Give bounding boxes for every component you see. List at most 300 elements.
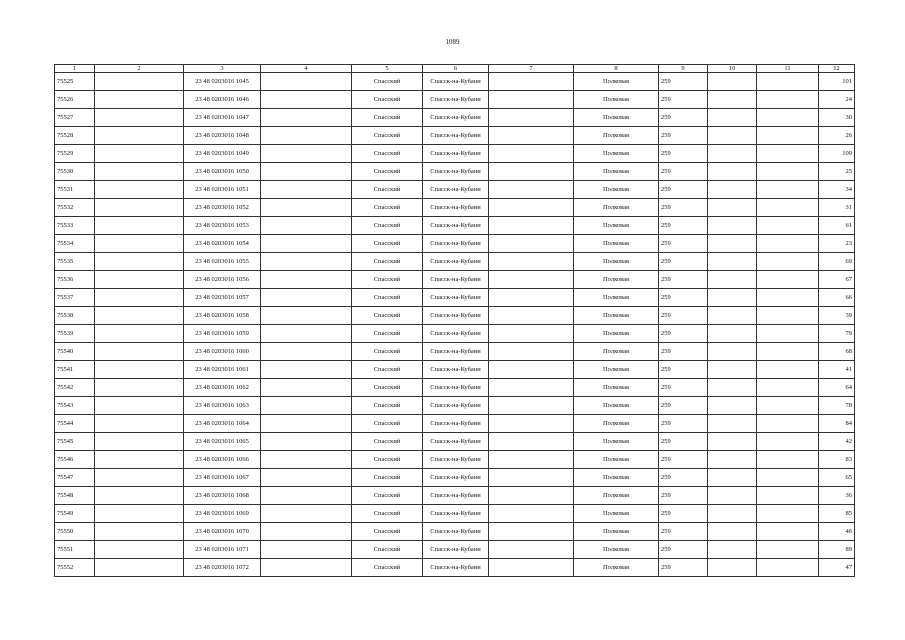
- cell-empty: [489, 163, 574, 181]
- cell-empty: [489, 469, 574, 487]
- cell-district: Спасский: [352, 235, 423, 253]
- cell-street: Полковая: [574, 163, 659, 181]
- cell-empty: [95, 433, 184, 451]
- cell-settlement: Спасск-на-Кубани: [423, 361, 489, 379]
- cell-settlement: Спасск-на-Кубани: [423, 145, 489, 163]
- cell-empty: [757, 361, 819, 379]
- cell-empty: [708, 361, 757, 379]
- cell-district: Спасский: [352, 559, 423, 577]
- cell-empty: [489, 541, 574, 559]
- cell-district: Спасский: [352, 433, 423, 451]
- column-header: 7: [489, 65, 574, 73]
- cell-area: 30: [819, 109, 855, 127]
- cell-empty: [757, 541, 819, 559]
- cell-empty: [489, 397, 574, 415]
- cell-cadastral-number: 23 48 0203016 1071: [184, 541, 261, 559]
- cell-area: 89: [819, 541, 855, 559]
- cell-house-number: 259: [659, 451, 708, 469]
- cell-house-number: 259: [659, 109, 708, 127]
- cell-area: 109: [819, 145, 855, 163]
- cell-street: Полковая: [574, 73, 659, 91]
- cell-empty: [757, 127, 819, 145]
- cell-cadastral-number: 23 48 0203016 1050: [184, 163, 261, 181]
- cell-empty: [489, 361, 574, 379]
- cell-settlement: Спасск-на-Кубани: [423, 505, 489, 523]
- cell-settlement: Спасск-на-Кубани: [423, 307, 489, 325]
- cell-empty: [708, 505, 757, 523]
- cell-district: Спасский: [352, 469, 423, 487]
- cell-empty: [757, 559, 819, 577]
- cell-empty: [757, 289, 819, 307]
- cell-record-number: 75539: [55, 325, 95, 343]
- cell-settlement: Спасск-на-Кубани: [423, 109, 489, 127]
- cell-settlement: Спасск-на-Кубани: [423, 433, 489, 451]
- cell-area: 23: [819, 235, 855, 253]
- cell-house-number: 259: [659, 487, 708, 505]
- cell-empty: [489, 559, 574, 577]
- cell-settlement: Спасск-на-Кубани: [423, 523, 489, 541]
- cell-area: 61: [819, 217, 855, 235]
- cell-area: 42: [819, 433, 855, 451]
- table-row: [55, 343, 855, 361]
- cell-street: Полковая: [574, 415, 659, 433]
- cell-district: Спасский: [352, 289, 423, 307]
- cell-settlement: Спасск-на-Кубани: [423, 91, 489, 109]
- cell-street: Полковая: [574, 109, 659, 127]
- cell-empty: [708, 217, 757, 235]
- cell-empty: [261, 397, 352, 415]
- cell-empty: [261, 181, 352, 199]
- cell-record-number: 75552: [55, 559, 95, 577]
- cell-cadastral-number: 23 48 0203016 1060: [184, 343, 261, 361]
- cell-house-number: 259: [659, 343, 708, 361]
- cell-empty: [95, 127, 184, 145]
- cell-record-number: 75542: [55, 379, 95, 397]
- cell-empty: [261, 163, 352, 181]
- cell-empty: [95, 199, 184, 217]
- table-row: [55, 145, 855, 163]
- table-row: [55, 397, 855, 415]
- cell-empty: [261, 253, 352, 271]
- table-row: [55, 541, 855, 559]
- cell-record-number: 75535: [55, 253, 95, 271]
- cell-district: Спасский: [352, 397, 423, 415]
- cell-empty: [489, 451, 574, 469]
- table-row: [55, 307, 855, 325]
- cell-empty: [261, 559, 352, 577]
- cell-record-number: 75536: [55, 271, 95, 289]
- cell-house-number: 259: [659, 271, 708, 289]
- cell-district: Спасский: [352, 271, 423, 289]
- cell-cadastral-number: 23 48 0203016 1054: [184, 235, 261, 253]
- cell-district: Спасский: [352, 199, 423, 217]
- cell-district: Спасский: [352, 415, 423, 433]
- cell-empty: [261, 379, 352, 397]
- cell-empty: [489, 253, 574, 271]
- cell-record-number: 75545: [55, 433, 95, 451]
- cell-empty: [757, 181, 819, 199]
- cell-empty: [757, 397, 819, 415]
- table-row: [55, 271, 855, 289]
- cell-record-number: 75547: [55, 469, 95, 487]
- cell-area: 79: [819, 325, 855, 343]
- cell-district: Спасский: [352, 325, 423, 343]
- cell-house-number: 259: [659, 181, 708, 199]
- cell-settlement: Спасск-на-Кубани: [423, 559, 489, 577]
- cell-empty: [95, 415, 184, 433]
- cell-empty: [757, 505, 819, 523]
- cell-empty: [95, 271, 184, 289]
- cell-empty: [757, 433, 819, 451]
- cell-cadastral-number: 23 48 0203016 1072: [184, 559, 261, 577]
- cell-empty: [489, 379, 574, 397]
- cell-empty: [708, 415, 757, 433]
- cell-empty: [261, 433, 352, 451]
- cell-empty: [95, 289, 184, 307]
- table-row: [55, 127, 855, 145]
- cell-street: Полковая: [574, 235, 659, 253]
- cell-street: Полковая: [574, 253, 659, 271]
- cell-house-number: 259: [659, 235, 708, 253]
- cell-cadastral-number: 23 48 0203016 1055: [184, 253, 261, 271]
- cell-house-number: 259: [659, 433, 708, 451]
- cell-empty: [95, 181, 184, 199]
- cell-empty: [95, 523, 184, 541]
- cell-area: 67: [819, 271, 855, 289]
- cell-cadastral-number: 23 48 0203016 1058: [184, 307, 261, 325]
- cell-district: Спасский: [352, 523, 423, 541]
- cell-empty: [95, 325, 184, 343]
- cell-record-number: 75527: [55, 109, 95, 127]
- cell-empty: [489, 217, 574, 235]
- cell-empty: [708, 163, 757, 181]
- cell-district: Спасский: [352, 505, 423, 523]
- cell-area: 46: [819, 523, 855, 541]
- cell-settlement: Спасск-на-Кубани: [423, 199, 489, 217]
- cell-record-number: 75531: [55, 181, 95, 199]
- cell-record-number: 75533: [55, 217, 95, 235]
- table-row: [55, 559, 855, 577]
- cell-empty: [489, 325, 574, 343]
- cell-cadastral-number: 23 48 0203016 1064: [184, 415, 261, 433]
- cell-district: Спасский: [352, 253, 423, 271]
- cell-empty: [757, 379, 819, 397]
- cell-empty: [757, 487, 819, 505]
- cell-empty: [95, 541, 184, 559]
- cell-empty: [489, 307, 574, 325]
- cell-street: Полковая: [574, 487, 659, 505]
- cell-street: Полковая: [574, 91, 659, 109]
- cell-record-number: 75538: [55, 307, 95, 325]
- cell-empty: [757, 253, 819, 271]
- cell-house-number: 259: [659, 415, 708, 433]
- cell-record-number: 75543: [55, 397, 95, 415]
- table-row: [55, 253, 855, 271]
- cell-area: 84: [819, 415, 855, 433]
- cell-empty: [708, 325, 757, 343]
- cell-area: 66: [819, 289, 855, 307]
- cell-record-number: 75544: [55, 415, 95, 433]
- cell-cadastral-number: 23 48 0203016 1069: [184, 505, 261, 523]
- cell-empty: [95, 109, 184, 127]
- cell-empty: [708, 469, 757, 487]
- cell-house-number: 259: [659, 145, 708, 163]
- cell-area: 65: [819, 469, 855, 487]
- cell-empty: [489, 199, 574, 217]
- cell-street: Полковая: [574, 433, 659, 451]
- cell-street: Полковая: [574, 361, 659, 379]
- cell-street: Полковая: [574, 505, 659, 523]
- cell-house-number: 259: [659, 217, 708, 235]
- cell-area: 83: [819, 451, 855, 469]
- cell-area: 36: [819, 487, 855, 505]
- cell-empty: [261, 505, 352, 523]
- table-row: [55, 73, 855, 91]
- cell-empty: [95, 145, 184, 163]
- cell-street: Полковая: [574, 271, 659, 289]
- cell-empty: [708, 379, 757, 397]
- cell-street: Полковая: [574, 379, 659, 397]
- cell-empty: [757, 163, 819, 181]
- cell-cadastral-number: 23 48 0203016 1068: [184, 487, 261, 505]
- cell-empty: [708, 199, 757, 217]
- table-row: [55, 469, 855, 487]
- table-row: [55, 505, 855, 523]
- cell-street: Полковая: [574, 181, 659, 199]
- cell-house-number: 259: [659, 163, 708, 181]
- cell-house-number: 259: [659, 541, 708, 559]
- cell-empty: [95, 361, 184, 379]
- cell-empty: [95, 505, 184, 523]
- cell-area: 31: [819, 199, 855, 217]
- cell-house-number: 259: [659, 559, 708, 577]
- header-row: [55, 65, 855, 73]
- cell-empty: [95, 307, 184, 325]
- cell-street: Полковая: [574, 145, 659, 163]
- cell-cadastral-number: 23 48 0203016 1066: [184, 451, 261, 469]
- cell-record-number: 75534: [55, 235, 95, 253]
- table-row: [55, 523, 855, 541]
- cell-empty: [757, 199, 819, 217]
- cell-district: Спасский: [352, 163, 423, 181]
- cell-district: Спасский: [352, 451, 423, 469]
- cell-settlement: Спасск-на-Кубани: [423, 289, 489, 307]
- cell-settlement: Спасск-на-Кубани: [423, 397, 489, 415]
- cell-cadastral-number: 23 48 0203016 1053: [184, 217, 261, 235]
- cell-street: Полковая: [574, 127, 659, 145]
- cell-area: 25: [819, 163, 855, 181]
- cell-empty: [261, 199, 352, 217]
- cell-empty: [489, 109, 574, 127]
- cell-district: Спасский: [352, 343, 423, 361]
- cell-empty: [261, 145, 352, 163]
- cell-cadastral-number: 23 48 0203016 1049: [184, 145, 261, 163]
- cell-empty: [95, 91, 184, 109]
- cell-settlement: Спасск-на-Кубани: [423, 469, 489, 487]
- cell-area: 41: [819, 361, 855, 379]
- cell-cadastral-number: 23 48 0203016 1057: [184, 289, 261, 307]
- table-row: [55, 379, 855, 397]
- cell-empty: [261, 361, 352, 379]
- cell-empty: [757, 73, 819, 91]
- table-row: [55, 109, 855, 127]
- cell-house-number: 259: [659, 199, 708, 217]
- cell-record-number: 75541: [55, 361, 95, 379]
- table-row: [55, 289, 855, 307]
- cell-empty: [757, 469, 819, 487]
- cell-house-number: 259: [659, 91, 708, 109]
- cell-street: Полковая: [574, 397, 659, 415]
- cell-settlement: Спасск-на-Кубани: [423, 343, 489, 361]
- cell-record-number: 75529: [55, 145, 95, 163]
- cell-empty: [757, 343, 819, 361]
- cell-empty: [95, 73, 184, 91]
- cell-empty: [757, 415, 819, 433]
- cell-empty: [95, 235, 184, 253]
- table-row: [55, 235, 855, 253]
- cell-district: Спасский: [352, 541, 423, 559]
- cell-settlement: Спасск-на-Кубани: [423, 253, 489, 271]
- table-row: [55, 91, 855, 109]
- cell-record-number: 75550: [55, 523, 95, 541]
- cell-street: Полковая: [574, 217, 659, 235]
- cell-empty: [261, 415, 352, 433]
- cell-empty: [708, 235, 757, 253]
- table-body: [55, 73, 855, 577]
- cell-empty: [95, 469, 184, 487]
- cell-empty: [708, 253, 757, 271]
- column-header: 10: [708, 65, 757, 73]
- table-row: [55, 433, 855, 451]
- cell-district: Спасский: [352, 145, 423, 163]
- cell-empty: [95, 217, 184, 235]
- cell-settlement: Спасск-на-Кубани: [423, 541, 489, 559]
- cell-cadastral-number: 23 48 0203016 1048: [184, 127, 261, 145]
- cell-empty: [261, 217, 352, 235]
- cell-empty: [708, 145, 757, 163]
- cell-settlement: Спасск-на-Кубани: [423, 415, 489, 433]
- cell-record-number: 75528: [55, 127, 95, 145]
- cell-cadastral-number: 23 48 0203016 1065: [184, 433, 261, 451]
- cell-settlement: Спасск-на-Кубани: [423, 235, 489, 253]
- cell-area: 24: [819, 91, 855, 109]
- cell-empty: [708, 109, 757, 127]
- cell-area: 68: [819, 343, 855, 361]
- cell-empty: [708, 73, 757, 91]
- cell-street: Полковая: [574, 199, 659, 217]
- cell-record-number: 75551: [55, 541, 95, 559]
- cell-area: 34: [819, 181, 855, 199]
- cell-area: 69: [819, 253, 855, 271]
- cell-house-number: 259: [659, 73, 708, 91]
- cell-empty: [708, 91, 757, 109]
- cell-area: 26: [819, 127, 855, 145]
- cell-empty: [708, 397, 757, 415]
- cell-district: Спасский: [352, 307, 423, 325]
- cell-house-number: 259: [659, 523, 708, 541]
- table-row: [55, 199, 855, 217]
- table-row: [55, 325, 855, 343]
- cell-empty: [708, 541, 757, 559]
- cell-empty: [708, 271, 757, 289]
- column-header: 1: [55, 65, 95, 73]
- cell-house-number: 259: [659, 307, 708, 325]
- cell-settlement: Спасск-на-Кубани: [423, 379, 489, 397]
- cell-cadastral-number: 23 48 0203016 1059: [184, 325, 261, 343]
- cell-empty: [708, 487, 757, 505]
- cell-empty: [489, 505, 574, 523]
- cell-settlement: Спасск-на-Кубани: [423, 451, 489, 469]
- cell-empty: [489, 73, 574, 91]
- cell-empty: [757, 145, 819, 163]
- cell-street: Полковая: [574, 469, 659, 487]
- cell-record-number: 75546: [55, 451, 95, 469]
- cell-district: Спасский: [352, 181, 423, 199]
- cell-street: Полковая: [574, 325, 659, 343]
- cell-settlement: Спасск-на-Кубани: [423, 73, 489, 91]
- cell-empty: [708, 307, 757, 325]
- cell-empty: [95, 379, 184, 397]
- cell-house-number: 259: [659, 397, 708, 415]
- cell-empty: [757, 307, 819, 325]
- cell-house-number: 259: [659, 379, 708, 397]
- cell-empty: [757, 451, 819, 469]
- cell-empty: [261, 289, 352, 307]
- cell-area: 78: [819, 397, 855, 415]
- cell-empty: [489, 91, 574, 109]
- cell-cadastral-number: 23 48 0203016 1061: [184, 361, 261, 379]
- cell-settlement: Спасск-на-Кубани: [423, 163, 489, 181]
- cell-record-number: 75532: [55, 199, 95, 217]
- cell-settlement: Спасск-на-Кубани: [423, 181, 489, 199]
- column-header: 5: [352, 65, 423, 73]
- cell-area: 39: [819, 307, 855, 325]
- cell-empty: [95, 163, 184, 181]
- cell-house-number: 259: [659, 289, 708, 307]
- cell-cadastral-number: 23 48 0203016 1046: [184, 91, 261, 109]
- cell-district: Спасский: [352, 379, 423, 397]
- table-row: [55, 415, 855, 433]
- cell-empty: [261, 91, 352, 109]
- cell-empty: [261, 343, 352, 361]
- cell-settlement: Спасск-на-Кубани: [423, 271, 489, 289]
- table-row: [55, 487, 855, 505]
- cell-cadastral-number: 23 48 0203016 1070: [184, 523, 261, 541]
- cell-record-number: 75549: [55, 505, 95, 523]
- cell-empty: [757, 523, 819, 541]
- column-header: 2: [95, 65, 184, 73]
- cell-empty: [95, 487, 184, 505]
- cell-cadastral-number: 23 48 0203016 1051: [184, 181, 261, 199]
- cell-empty: [757, 109, 819, 127]
- cell-empty: [261, 469, 352, 487]
- table-row: [55, 181, 855, 199]
- cell-street: Полковая: [574, 289, 659, 307]
- cell-empty: [489, 271, 574, 289]
- column-header: 8: [574, 65, 659, 73]
- cell-empty: [757, 325, 819, 343]
- table-row: [55, 163, 855, 181]
- cell-record-number: 75526: [55, 91, 95, 109]
- cell-empty: [261, 271, 352, 289]
- cell-record-number: 75548: [55, 487, 95, 505]
- cell-empty: [757, 271, 819, 289]
- cell-empty: [489, 343, 574, 361]
- register-table: [54, 64, 855, 577]
- cell-area: 101: [819, 73, 855, 91]
- column-header: 4: [261, 65, 352, 73]
- cell-empty: [708, 289, 757, 307]
